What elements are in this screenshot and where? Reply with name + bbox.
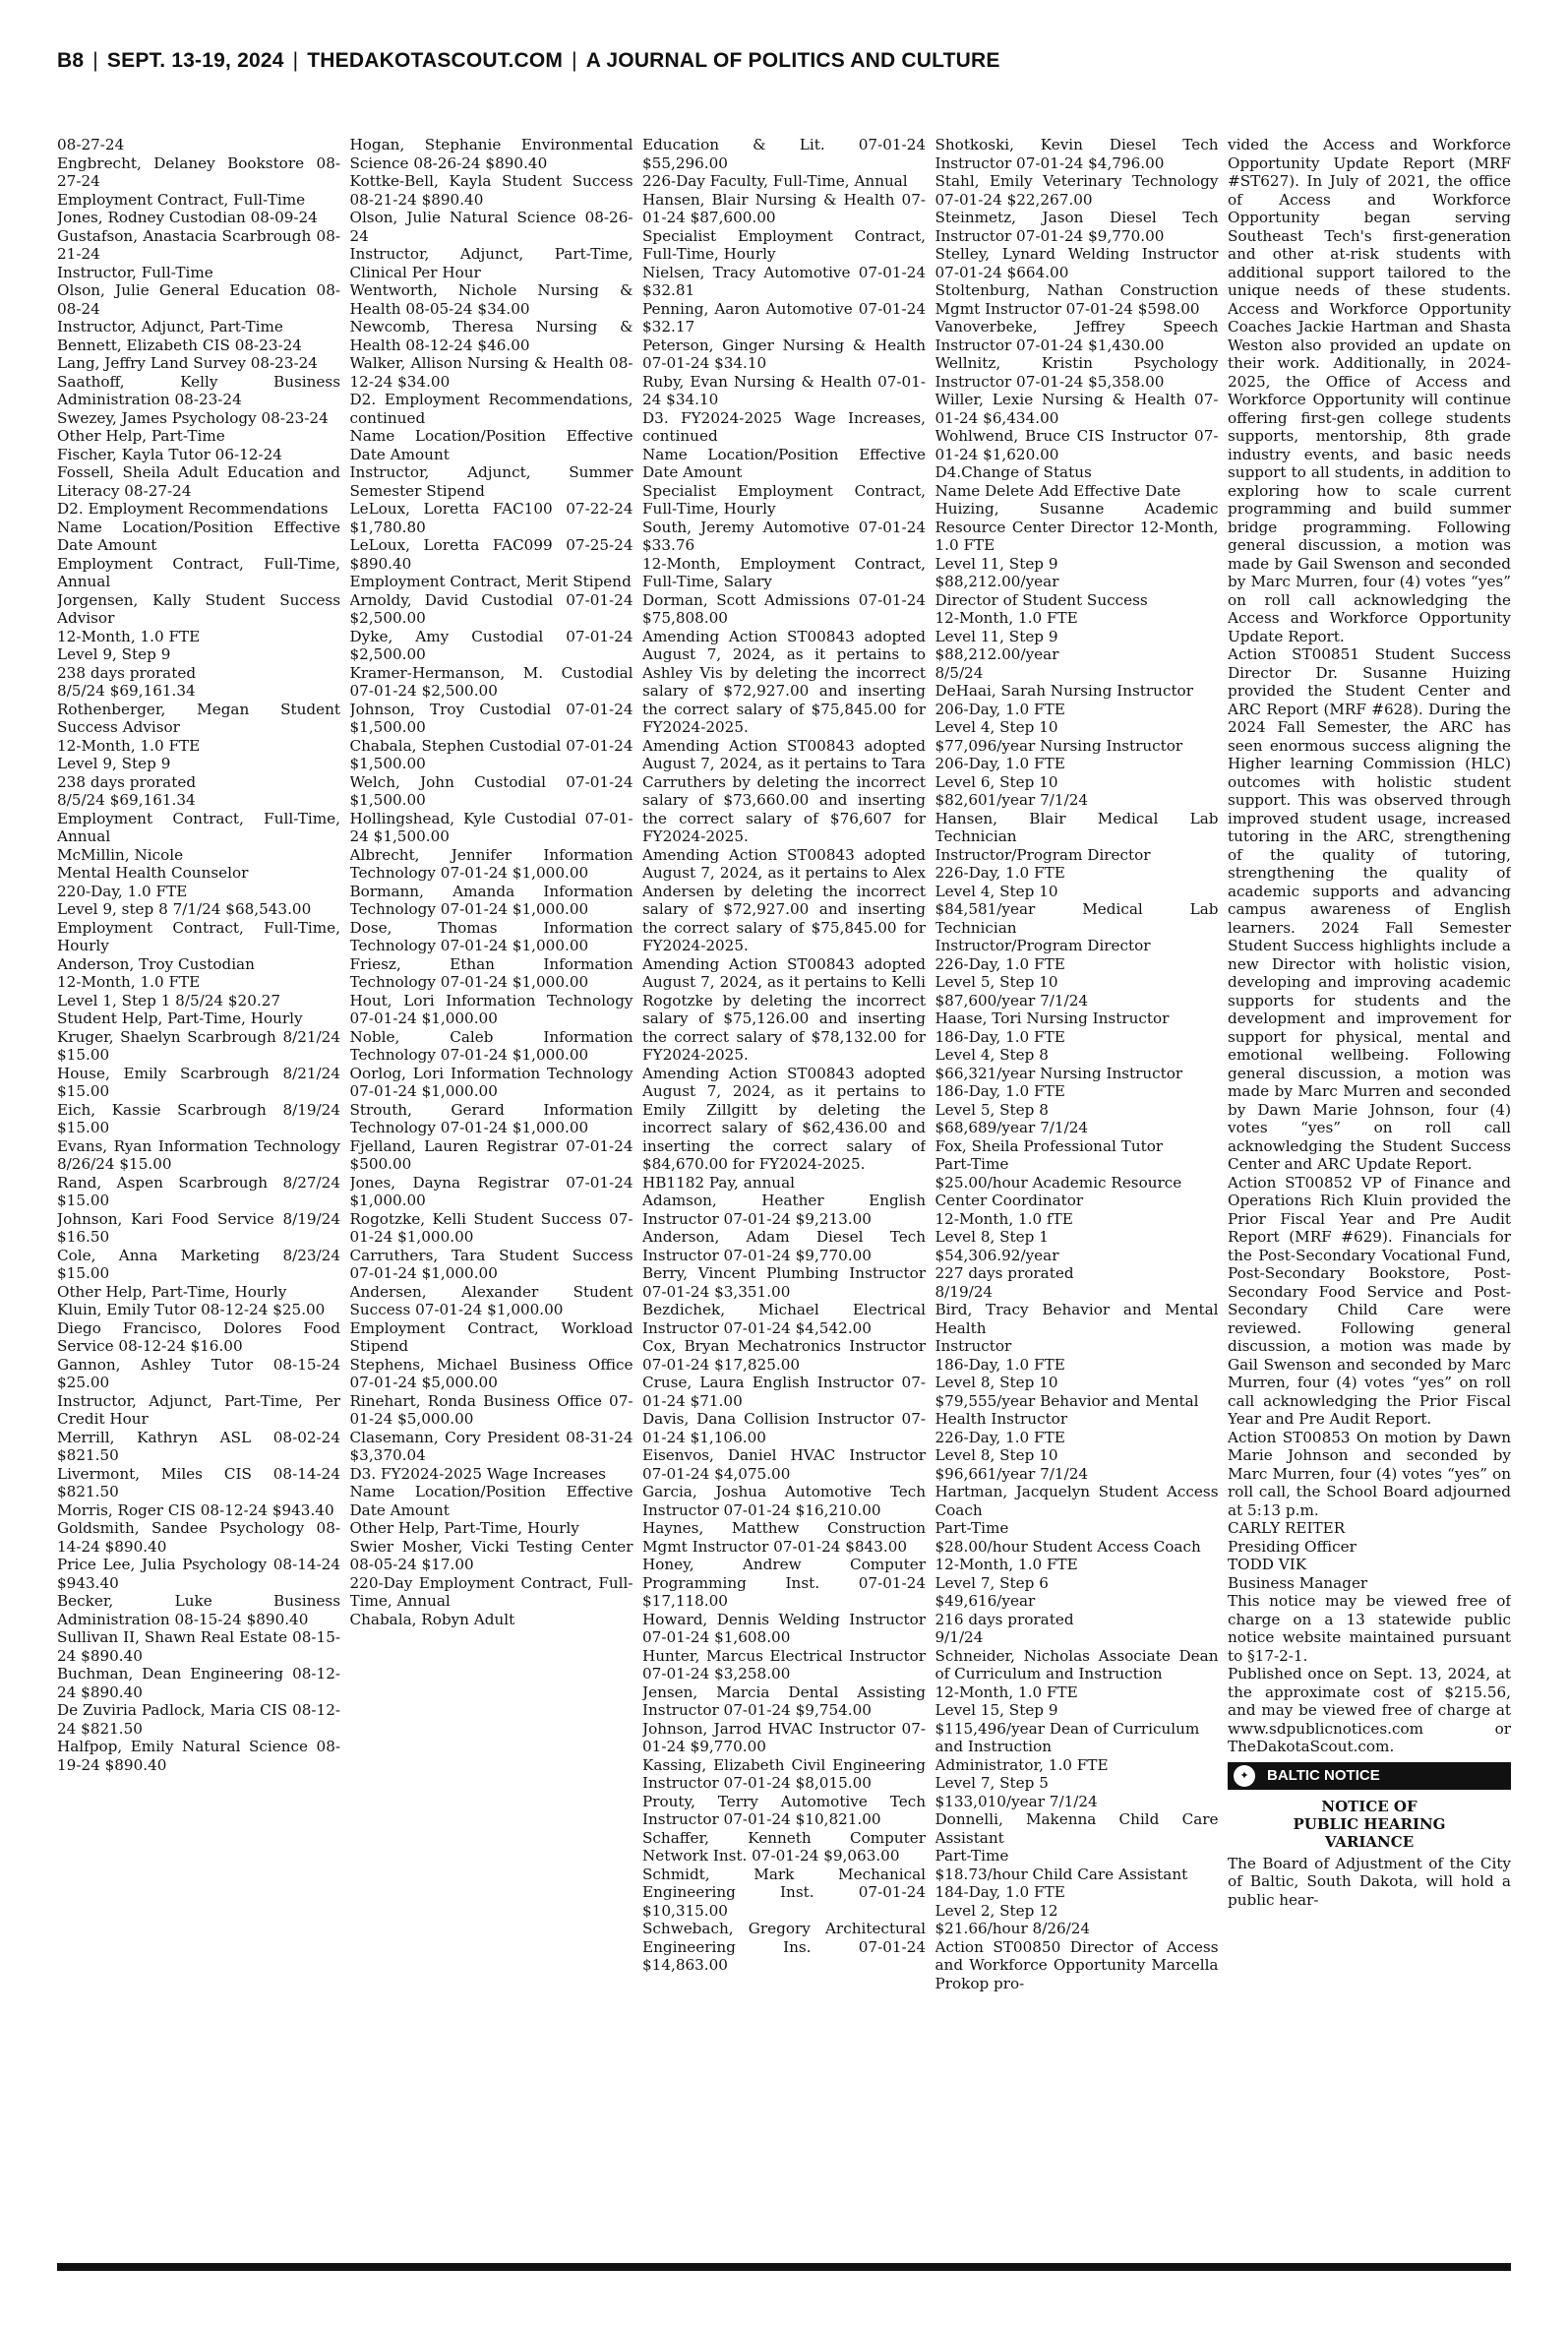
notice-line: D2. Employment Recommendations: [57, 500, 329, 518]
notice-line: Cox, Bryan Mechatronics Instructor 07-01-24 $17,825.00: [642, 1337, 926, 1374]
notice-line: Eisenvos, Daniel HVAC Instructor 07-01-24 $4,075.00: [642, 1446, 926, 1483]
notice-line: Haynes, Matthew Construction Mgmt Instructor 07-01-24 $843.00: [642, 1519, 926, 1556]
notice-line: Director of Student Success: [935, 590, 1148, 609]
notice-line: Rand, Aspen Scarbrough 8/27/24 $15.00: [57, 1173, 340, 1209]
notice-line: Peterson, Ginger Nursing & Health 07-01-24 $34.10: [642, 336, 926, 372]
notice-line: Stahl, Emily Veterinary Technology 07-01-24 $22,267.00: [935, 172, 1219, 209]
notice-line: $21.66/hour 8/26/24: [935, 1920, 1091, 1937]
notice-line: $79,555/year Behavior and Mental: [935, 1391, 1199, 1410]
notice-line: Olson, Julie General Education 08-08-24: [57, 281, 340, 318]
notice-line: Level 11, Step 9: [935, 627, 1058, 645]
notice-line: Part-Time: [935, 1519, 1009, 1537]
notice-line: Buchman, Dean Engineering 08-12-24 $890.40: [57, 1665, 340, 1701]
notice-line: Employment Contract, Full-Time, Annual: [57, 809, 340, 845]
notice-line: Hansen, Blair Medical Lab Technician: [935, 809, 1219, 845]
notice-line: Level 11, Step 9: [935, 554, 1058, 573]
notice-line: Eich, Kassie Scarbrough 8/19/24 $15.00: [57, 1100, 340, 1136]
notice-line: HB1182 Pay, annual: [642, 1173, 796, 1192]
notice-line: $88,212.00/year: [935, 573, 1059, 590]
notice-line: Anderson, Adam Diesel Tech Instructor 07-01-24 $9,770.00: [642, 1228, 926, 1264]
baltic-title-line: PUBLIC HEARING: [1293, 1814, 1446, 1833]
notice-line: Administrator, 1.0 FTE: [935, 1755, 1109, 1774]
notice-line: Morris, Roger CIS 08-12-24 $943.40: [57, 1500, 334, 1519]
notice-line: Employment Contract, Merit Stipend: [349, 573, 632, 590]
notice-line: Donnelli, Makenna Child Care Assistant: [935, 1810, 1219, 1847]
notice-line: Fossell, Sheila Adult Education and Literacy 08-27-24: [57, 463, 340, 500]
notice-line: Employment Contract, Full-Time, Annual: [57, 554, 340, 590]
notice-line: Penning, Aaron Automotive 07-01-24 $32.17: [642, 299, 926, 336]
notice-line: Jensen, Marcia Dental Assisting Instructor 07-01-24 $9,754.00: [642, 1683, 926, 1719]
notice-line: Level 7, Step 6: [935, 1573, 1049, 1592]
notice-line: Lang, Jeffry Land Survey 08-23-24: [57, 354, 318, 372]
column-5: [1228, 136, 1511, 2251]
notice-line: Chabala, Stephen Custodial 07-01-24 $1,500.00: [349, 736, 633, 772]
notice-line: Hollingshead, Kyle Custodial 07-01-24 $1,500.00: [349, 809, 633, 845]
notice-line: $25.00/hour Academic Resource: [935, 1173, 1182, 1192]
notice-columns: [57, 136, 1511, 2251]
notice-line: Saathoff, Kelly Business Administration 08-23-24: [57, 372, 340, 408]
notice-line: Fischer, Kayla Tutor 06-12-24: [57, 445, 282, 463]
column-3: [642, 136, 926, 2251]
notice-line: Davis, Dana Collision Instructor 07-01-24 $1,106.00: [642, 1410, 926, 1446]
notice-line: D2. Employment Recommendations, continued: [349, 391, 633, 427]
notice-line: Employment Contract, Workload Stipend: [349, 1318, 633, 1355]
notice-line: $49,616/year: [935, 1592, 1036, 1610]
notice-line: 08-27-24: [57, 136, 125, 153]
notice-line: Jones, Rodney Custodian 08-09-24: [57, 209, 318, 226]
notice-line: McMillin, Nicole: [57, 845, 184, 864]
notice-line: Amending Action ST00843 adopted August 7, 2024, as it pertains to Kelli Rogotzke by deleting the incorrect salary of $75,126.00 and inserting the correct salary of $78,132.00 for FY2024-2025.: [642, 954, 926, 1064]
notice-line: Instructor, Adjunct, Summer Semester Stipend: [349, 463, 633, 500]
notice-line: Hartman, Jacquelyn Student Access Coach: [935, 1483, 1219, 1519]
notice-line: Bird, Tracy Behavior and Mental Health: [935, 1301, 1219, 1337]
baltic-title-line: NOTICE OF: [1321, 1797, 1417, 1815]
notice-line: Diego Francisco, Dolores Food Service 08-12-24 $16.00: [57, 1318, 340, 1355]
notice-line: 8/5/24 $69,161.34: [57, 682, 196, 700]
notice-line: 220-Day, 1.0 FTE: [57, 882, 188, 900]
notice-line: 206-Day, 1.0 FTE: [935, 700, 1065, 718]
notice-line: Other Help, Part-Time, Hourly: [57, 1282, 287, 1301]
notice-line: 12-Month, 1.0 FTE: [57, 627, 201, 645]
notice-line: $87,600/year 7/1/24: [935, 991, 1089, 1010]
notice-line: $82,601/year 7/1/24: [935, 791, 1089, 809]
notice-line: Schneider, Nicholas Associate Dean of Curriculum and Instruction: [935, 1646, 1219, 1683]
page-number: B8: [57, 49, 85, 72]
tagline: A JOURNAL OF POLITICS AND CULTURE: [585, 49, 1000, 72]
notice-line: Rinehart, Ronda Business Office 07-01-24 $5,000.00: [349, 1391, 633, 1428]
notice-line: 12-Month, Employment Contract, Full-Time, Salary: [642, 554, 926, 590]
notice-line: Fox, Sheila Professional Tutor: [935, 1136, 1164, 1155]
notice-line: De Zuviria Padlock, Maria CIS 08-12-24 $821.50: [57, 1701, 340, 1738]
site-name: THEDAKOTASCOUT.COM: [307, 49, 564, 72]
notice-line: Action ST00853 On motion by Dawn Marie Johnson and seconded by Marc Murren, four (4) votes “yes” on roll call, the School Board adjourned at 5:13 p.m.: [1228, 1428, 1511, 1519]
notice-line: Action ST00850 Director of Access and Workforce Opportunity Marcella Prokop pro-: [935, 1937, 1219, 1992]
notice-line: 8/5/24: [935, 663, 984, 682]
notice-line: Gustafson, Anastacia Scarbrough 08-21-24: [57, 226, 340, 263]
baltic-notice-label: BALTIC NOTICE: [1267, 1766, 1380, 1784]
notice-line: Prouty, Terry Automotive Tech Instructor 07-01-24 $10,821.00: [642, 1792, 926, 1828]
notice-line: Schwebach, Gregory Architectural Engineering Ins. 07-01-24 $14,863.00: [642, 1920, 926, 1974]
notice-line: 226-Day, 1.0 FTE: [935, 1428, 1065, 1446]
notice-line: Clasemann, Cory President 08-31-24 $3,370.04: [349, 1428, 633, 1464]
notice-line: Berry, Vincent Plumbing Instructor 07-01-24 $3,351.00: [642, 1264, 926, 1301]
notice-line: Wellnitz, Kristin Psychology Instructor 07-01-24 $5,358.00: [935, 354, 1219, 391]
notice-line: Sullivan II, Shawn Real Estate 08-15-24 $890.40: [57, 1628, 340, 1665]
notice-line: Presiding Officer: [1228, 1537, 1357, 1556]
notice-line: Level 15, Step 9: [935, 1701, 1058, 1719]
notice-line: Welch, John Custodial 07-01-24 $1,500.00: [349, 772, 633, 809]
notice-line: Shotkoski, Kevin Diesel Tech Instructor 07-01-24 $4,796.00: [935, 136, 1219, 172]
notice-line: 186-Day, 1.0 FTE: [935, 1355, 1065, 1374]
notice-line: 9/1/24: [935, 1628, 984, 1646]
notice-line: Mental Health Counselor: [57, 864, 249, 882]
notice-line: Level 1, Step 1 8/5/24 $20.27: [57, 991, 281, 1010]
notice-line: 238 days prorated: [57, 772, 197, 791]
notice-line: Employment Contract, Full-Time: [57, 190, 306, 209]
notice-line: Willer, Lexie Nursing & Health 07-01-24 $6,434.00: [935, 391, 1219, 427]
notice-line: Carruthers, Tara Student Success 07-01-24 $1,000.00: [349, 1246, 633, 1282]
notice-line: South, Jeremy Automotive 07-01-24 $33.76: [642, 518, 926, 554]
notice-line: Level 4, Step 10: [935, 718, 1058, 736]
notice-line: 216 days prorated: [935, 1610, 1074, 1628]
notice-line: Engbrecht, Delaney Bookstore 08-27-24: [57, 153, 340, 190]
notice-line: 8/19/24: [935, 1282, 994, 1301]
notice-line: CARLY REITER: [1228, 1519, 1346, 1537]
notice-line: $28.00/hour Student Access Coach: [935, 1537, 1201, 1556]
notice-line: Level 8, Step 10: [935, 1446, 1058, 1464]
notice-line: Noble, Caleb Information Technology 07-01-24 $1,000.00: [349, 1027, 633, 1064]
notice-line: 12-Month, 1.0 fTE: [935, 1209, 1073, 1228]
notice-line: Part-Time: [935, 1847, 1009, 1865]
issue-date: SEPT. 13-19, 2024: [106, 49, 284, 72]
notice-line: Stelley, Lynard Welding Instructor 07-01-24 $664.00: [935, 245, 1219, 281]
notice-line: Level 2, Step 12: [935, 1901, 1058, 1920]
notice-line: Instructor, Full-Time: [57, 263, 213, 281]
notice-line: 186-Day, 1.0 FTE: [935, 1027, 1065, 1046]
notice-line: Level 9, step 8 7/1/24 $68,543.00: [57, 900, 312, 918]
baltic-title-line: VARIANCE: [1324, 1832, 1415, 1851]
column-4: [935, 136, 1219, 2251]
notice-line: D3. FY2024-2025 Wage Increases, continued: [642, 408, 926, 445]
notice-line: Wohlwend, Bruce CIS Instructor 07-01-24 $1,620.00: [935, 427, 1219, 463]
notice-line: Health Instructor: [935, 1410, 1068, 1428]
notice-line: Stoltenburg, Nathan Construction Mgmt Instructor 07-01-24 $598.00: [935, 281, 1219, 318]
notice-line: Level 7, Step 5: [935, 1774, 1049, 1792]
notice-line: Ruby, Evan Nursing & Health 07-01-24 $34.10: [642, 372, 926, 408]
notice-line: 220-Day Employment Contract, Full-Time, Annual: [349, 1573, 633, 1610]
notice-line: Level 6, Step 10: [935, 772, 1058, 791]
notice-line: Honey, Andrew Computer Programming Inst. 07-01-24 $17,118.00: [642, 1556, 926, 1610]
notice-line: Evans, Ryan Information Technology 8/26/24 $15.00: [57, 1136, 340, 1173]
notice-line: 12-Month, 1.0 FTE: [935, 1683, 1078, 1701]
notice-line: TODD VIK: [1228, 1556, 1307, 1573]
notice-line: Amending Action ST00843 adopted August 7, 2024, as it pertains to Ashley Vis by deleting the incorrect salary of $72,927.00 and inserting the correct salary of $75,845.00 for FY2024-2025.: [642, 627, 926, 736]
notice-line: Arnoldy, David Custodial 07-01-24 $2,500.00: [349, 590, 633, 627]
notice-line: Swier Mosher, Vicki Testing Center 08-05-24 $17.00: [349, 1537, 633, 1573]
notice-line: Kluin, Emily Tutor 08-12-24 $25.00: [57, 1301, 326, 1318]
notice-line: Cole, Anna Marketing 8/23/24 $15.00: [57, 1246, 340, 1282]
notice-line: Kottke-Bell, Kayla Student Success 08-21-24 $890.40: [349, 172, 633, 209]
notice-line: Schaffer, Kenneth Computer Network Inst. 07-01-24 $9,063.00: [642, 1828, 926, 1865]
notice-line: DeHaai, Sarah Nursing Instructor: [935, 682, 1193, 700]
notice-line: This notice may be viewed free of charge on a 13 statewide public notice website maintained pursuant to §17-2-1.: [1228, 1592, 1511, 1665]
notice-line: Hogan, Stephanie Environmental Science 08-26-24 $890.40: [349, 136, 633, 172]
notice-line: Kruger, Shaelyn Scarbrough 8/21/24 $15.00: [57, 1027, 340, 1064]
notice-line: D4.Change of Status: [935, 463, 1092, 481]
notice-line: 226-Day, 1.0 FTE: [935, 864, 1065, 882]
notice-line: Specialist Employment Contract, Full-Time, Hourly: [642, 481, 926, 518]
notice-line: Swezey, James Psychology 08-23-24: [57, 408, 329, 427]
notice-line: Livermont, Miles CIS 08-14-24 $821.50: [57, 1464, 340, 1500]
notice-line: Amending Action ST00843 adopted August 7, 2024, as it pertains to Alex Andersen by deleting the incorrect salary of $72,927.00 and inserting the correct salary of $75,845.00 for FY2024-2025.: [642, 845, 926, 954]
notice-line: Amending Action ST00843 adopted August 7, 2024, as it pertains to Emily Zillgitt by deleting the incorrect salary of $62,436.00 and inserting the correct salary of $84,670.00 for FY2024-2025.: [642, 1064, 926, 1173]
notice-line: Kramer-Hermanson, M. Custodial 07-01-24 $2,500.00: [349, 663, 633, 700]
column-2: [350, 136, 633, 2251]
notice-line: Business Manager: [1228, 1573, 1368, 1592]
notice-line: Johnson, Jarrod HVAC Instructor 07-01-24 $9,770.00: [642, 1719, 926, 1755]
header-separator: |: [92, 49, 98, 72]
notice-line: Wentworth, Nichole Nursing & Health 08-05-24 $34.00: [349, 281, 633, 318]
notice-line: Instructor, Adjunct, Part-Time: [57, 318, 283, 336]
notice-line: Friesz, Ethan Information Technology 07-01-24 $1,000.00: [349, 954, 633, 991]
notice-line: Gannon, Ashley Tutor 08-15-24 $25.00: [57, 1355, 340, 1391]
header-separator: |: [292, 49, 299, 72]
notice-line: Level 9, Step 9: [57, 645, 171, 663]
notice-line: Hunter, Marcus Electrical Instructor 07-01-24 $3,258.00: [642, 1646, 926, 1683]
notice-line: Bezdichek, Michael Electrical Instructor 07-01-24 $4,542.00: [642, 1301, 926, 1337]
baltic-notice-banner: [1228, 1762, 1511, 1790]
notice-line: $88,212.00/year: [935, 645, 1059, 663]
notice-line: $84,581/year Medical Lab Technician: [935, 900, 1219, 937]
notice-line: Vanoverbeke, Jeffrey Speech Instructor 07-01-24 $1,430.00: [935, 318, 1219, 354]
notice-line: Student Help, Part-Time, Hourly: [57, 1010, 303, 1027]
notice-line: Rothenberger, Megan Student Success Advisor: [57, 700, 340, 736]
notice-line: 206-Day, 1.0 FTE: [935, 755, 1065, 772]
notice-line: Education & Lit. 07-01-24 $55,296.00: [642, 136, 926, 172]
notice-line: 227 days prorated: [935, 1264, 1074, 1282]
notice-line: Jorgensen, Kally Student Success Advisor: [57, 590, 340, 627]
notice-line: Other Help, Part-Time: [57, 427, 225, 445]
footer-rule: [57, 2263, 1511, 2271]
notice-line: Level 4, Step 10: [935, 882, 1058, 900]
notice-line: Oorlog, Lori Information Technology 07-01-24 $1,000.00: [349, 1064, 633, 1100]
notice-line: Kassing, Elizabeth Civil Engineering Instructor 07-01-24 $8,015.00: [642, 1755, 926, 1792]
notice-line: House, Emily Scarbrough 8/21/24 $15.00: [57, 1064, 340, 1100]
notice-line: Specialist Employment Contract, Full-Time, Hourly: [642, 226, 926, 263]
notice-line: $96,661/year 7/1/24: [935, 1464, 1089, 1483]
notice-emblem-icon: ✦: [1234, 1765, 1255, 1787]
notice-line: Instructor, Adjunct, Part-Time, Clinical Per Hour: [349, 245, 633, 281]
notice-line: Strouth, Gerard Information Technology 07-01-24 $1,000.00: [349, 1100, 633, 1136]
notice-line: Haase, Tori Nursing Instructor: [935, 1010, 1170, 1027]
notice-line: Instructor, Adjunct, Part-Time, Per Credit Hour: [57, 1391, 340, 1428]
notice-line: vided the Access and Workforce Opportunity Update Report (MRF #ST627). In July of 2021, the office of Access and Workforce Opportunity began serving Southeast Tech's first-generation and other at-risk students with additional support tailored to the unique needs of these students. Access and Workforce Opportunity Coaches Jackie Hartman and Shasta Weston also provided an update on their work. Additionally, in 2024-2025, the Office of Access and Workforce Opportunity will continue offering first-gen college students supports, mentorship, 8th grade industry events, and basic needs support to all students, in addition to exploring how to scale current programming and build summer bridge programming. Following general discussion, a motion was made by Gail Swenson and seconded by Marc Murren, four (4) votes “yes” on roll call acknowledging the Access and Workforce Opportunity Update Report.: [1228, 136, 1511, 645]
notice-line: Huizing, Susanne Academic Resource Center Director 12-Month, 1.0 FTE: [935, 500, 1219, 554]
notice-line: 186-Day, 1.0 FTE: [935, 1082, 1065, 1100]
notice-line: Garcia, Joshua Automotive Tech Instructor 07-01-24 $16,210.00: [642, 1483, 926, 1519]
notice-line: Action ST00852 VP of Finance and Operations Rich Kluin provided the Prior Fiscal Year and Pre Audit Report (MRF #629). Financials for the Post-Secondary Vocational Fund, Post-Secondary Bookstore, Post-Secondary Food Service and Post-Secondary Child Care were reviewed. Following general discussion, a motion was made by Gail Swenson and seconded by Marc Murren, four (4) votes “yes” on roll call acknowledging the Prior Fiscal Year and Pre Audit Report.: [1228, 1173, 1511, 1428]
notice-line: Employment Contract, Full-Time, Hourly: [57, 918, 340, 954]
notice-line: Level 5, Step 8: [935, 1100, 1049, 1119]
notice-line: 226-Day, 1.0 FTE: [935, 954, 1065, 973]
notice-line: 226-Day Faculty, Full-Time, Annual: [642, 172, 908, 190]
notice-line: $115,496/year Dean of Curriculum: [935, 1719, 1200, 1738]
notice-line: $133,010/year 7/1/24: [935, 1792, 1098, 1810]
notice-line: LeLoux, Loretta FAC099 07-25-24 $890.40: [349, 536, 633, 573]
notice-line: Hout, Lori Information Technology 07-01-24 $1,000.00: [349, 991, 633, 1027]
notice-line: $77,096/year Nursing Instructor: [935, 736, 1183, 755]
notice-line: 12-Month, 1.0 FTE: [935, 609, 1078, 627]
notice-line: Johnson, Kari Food Service 8/19/24 $16.50: [57, 1209, 340, 1246]
notice-line: Dorman, Scott Admissions 07-01-24 $75,808.00: [642, 590, 926, 627]
notice-line: LeLoux, Loretta FAC100 07-22-24 $1,780.80: [349, 500, 633, 536]
notice-line: Nielsen, Tracy Automotive 07-01-24 $32.81: [642, 263, 926, 299]
notice-line: Albrecht, Jennifer Information Technology 07-01-24 $1,000.00: [349, 845, 633, 882]
notice-line: Part-Time: [935, 1155, 1009, 1173]
notice-line: $66,321/year Nursing Instructor: [935, 1064, 1183, 1082]
notice-line: Action ST00851 Student Success Director Dr. Susanne Huizing provided the Student Center and ARC Report (MRF #628). During the 2024 Fall Semester, the ARC has seen enormous success aligning the Higher learning Commission (HLC) outcomes with holistic student support. This was observed through improved student usage, increased tutoring in the ARC, strengthening of the quality of tutoring, strengthening the quality of academic supports and advancing campus awareness of English learners. 2024 Fall Semester Student Success highlights include a new Director with holistic vision, developing and improving academic supports for students and the development and improvement for support for physical, mental and emotional wellbeing. Following general discussion, a motion was made by Marc Murren and seconded by Dawn Marie Johnson, four (4) votes “yes” on roll call acknowledging the Student Success Center and ARC Update Report.: [1228, 645, 1511, 1173]
notice-line: Instructor: [935, 1337, 1012, 1355]
notice-line: Rogotzke, Kelli Student Success 07-01-24 $1,000.00: [349, 1209, 633, 1246]
notice-line: Amending Action ST00843 adopted August 7, 2024, as it pertains to Tara Carruthers by deleting the incorrect salary of $73,660.00 and inserting the correct salary of $76,607 for FY2024-2025.: [642, 736, 926, 845]
baltic-notice-title: [1228, 1798, 1511, 1851]
notice-line: Cruse, Laura English Instructor 07-01-24 $71.00: [642, 1374, 926, 1410]
notice-line: 12-Month, 1.0 FTE: [57, 973, 201, 991]
notice-line: Adamson, Heather English Instructor 07-01-24 $9,213.00: [642, 1192, 926, 1228]
notice-line: Fjelland, Lauren Registrar 07-01-24 $500.00: [349, 1136, 633, 1173]
notice-line: Hansen, Blair Nursing & Health 07-01-24 $87,600.00: [642, 190, 926, 226]
notice-line: 12-Month, 1.0 FTE: [57, 736, 201, 755]
notice-line: Level 9, Step 9: [57, 755, 171, 772]
notice-line: Steinmetz, Jason Diesel Tech Instructor 07-01-24 $9,770.00: [935, 209, 1219, 245]
notice-line: Anderson, Troy Custodian: [57, 954, 255, 973]
notice-line: Newcomb, Theresa Nursing & Health 08-12-24 $46.00: [349, 318, 633, 354]
notice-line: Chabala, Robyn Adult: [349, 1610, 515, 1628]
notice-line: and Instruction: [935, 1738, 1052, 1755]
notice-line: 8/5/24 $69,161.34: [57, 791, 196, 809]
notice-line: Bormann, Amanda Information Technology 07-01-24 $1,000.00: [349, 882, 633, 918]
notice-line: Published once on Sept. 13, 2024, at the approximate cost of $215.56, and may be viewed free of charge at www.sdpublicnotices.com or TheDakotaScout.com.: [1228, 1665, 1511, 1755]
notice-line: Level 8, Step 1: [935, 1228, 1049, 1246]
notice-line: $54,306.92/year: [935, 1246, 1059, 1264]
notice-line: Becker, Luke Business Administration 08-15-24 $890.40: [57, 1592, 340, 1628]
notice-line: Other Help, Part-Time, Hourly: [349, 1519, 579, 1537]
notice-line: 238 days prorated: [57, 663, 197, 682]
notice-line: Bennett, Elizabeth CIS 08-23-24: [57, 336, 302, 354]
notice-line: D3. FY2024-2025 Wage Increases: [349, 1464, 606, 1483]
column-5-body: [1228, 136, 1511, 1756]
notice-line: Dyke, Amy Custodial 07-01-24 $2,500.00: [349, 627, 633, 663]
notice-line: Name Location/Position Effective Date Amount: [57, 518, 340, 554]
notice-line: Stephens, Michael Business Office 07-01-24 $5,000.00: [349, 1355, 633, 1391]
notice-line: Johnson, Troy Custodial 07-01-24 $1,500.00: [349, 700, 633, 736]
notice-line: Name Delete Add Effective Date: [935, 481, 1181, 500]
notice-line: Center Coordinator: [935, 1192, 1084, 1209]
notice-line: Merrill, Kathryn ASL 08-02-24 $821.50: [57, 1428, 340, 1464]
notice-line: Level 8, Step 10: [935, 1374, 1058, 1391]
notice-line: $18.73/hour Child Care Assistant: [935, 1865, 1188, 1883]
notice-line: 184-Day, 1.0 FTE: [935, 1883, 1065, 1901]
notice-line: Olson, Julie Natural Science 08-26-24: [349, 209, 633, 245]
baltic-notice-text: The Board of Adjustment of the City of Baltic, South Dakota, will hold a public hear-: [1228, 1854, 1511, 1909]
notice-line: Name Location/Position Effective Date Amount: [642, 445, 926, 481]
notice-line: Jones, Dayna Registrar 07-01-24 $1,000.00: [349, 1173, 633, 1209]
page-header: [57, 49, 1513, 83]
notice-line: Howard, Dennis Welding Instructor 07-01-24 $1,608.00: [642, 1610, 926, 1646]
notice-line: 12-Month, 1.0 FTE: [935, 1556, 1078, 1573]
notice-line: Goldsmith, Sandee Psychology 08-14-24 $890.40: [57, 1519, 340, 1556]
notice-line: Walker, Allison Nursing & Health 08-12-24 $34.00: [349, 354, 633, 391]
header-separator: |: [572, 49, 577, 72]
notice-line: Instructor/Program Director: [935, 937, 1151, 954]
notice-line: Schmidt, Mark Mechanical Engineering Inst. 07-01-24 $10,315.00: [642, 1865, 926, 1920]
notice-line: Name Location/Position Effective Date Amount: [349, 427, 633, 463]
column-1: [57, 136, 340, 2251]
notice-line: $68,689/year 7/1/24: [935, 1119, 1089, 1136]
notice-line: Level 4, Step 8: [935, 1046, 1049, 1064]
notice-line: Halfpop, Emily Natural Science 08-19-24 $890.40: [57, 1738, 340, 1774]
notice-line: Instructor/Program Director: [935, 845, 1151, 864]
notice-line: Andersen, Alexander Student Success 07-01-24 $1,000.00: [349, 1282, 633, 1318]
notice-line: Level 5, Step 10: [935, 973, 1058, 991]
notice-line: Dose, Thomas Information Technology 07-01-24 $1,000.00: [349, 918, 633, 954]
notice-line: Price Lee, Julia Psychology 08-14-24 $943.40: [57, 1556, 340, 1592]
notice-line: Name Location/Position Effective Date Amount: [349, 1483, 633, 1519]
